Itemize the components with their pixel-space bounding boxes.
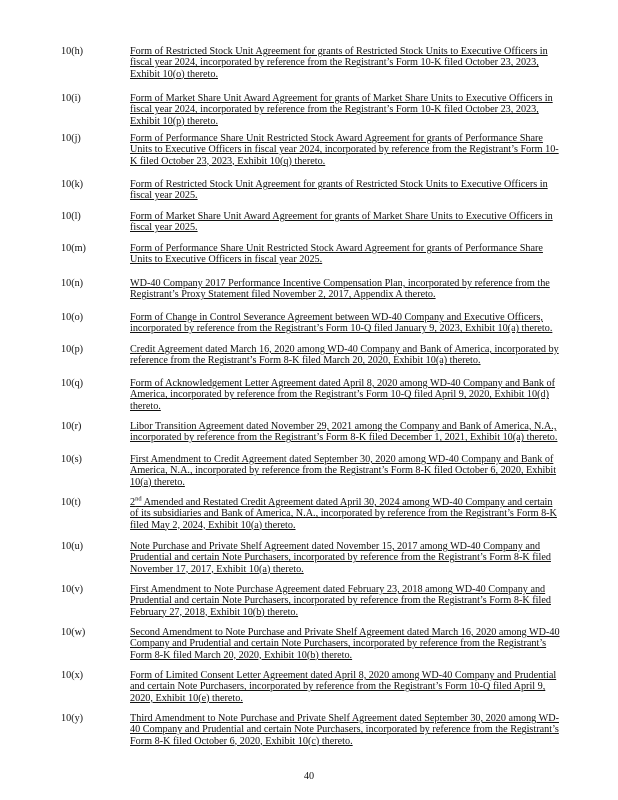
exhibit-number: 10(h) bbox=[61, 46, 84, 57]
page-number: 40 bbox=[303, 771, 315, 782]
exhibit-number: 10(n) bbox=[61, 278, 84, 289]
exhibit-number: 10(t) bbox=[61, 497, 81, 508]
ordinal-number: 2 bbox=[130, 497, 136, 508]
exhibit-link[interactable]: Form of Limited Consent Letter Agreement dated April 8, 2020 among WD-40 Company and Prudential and certain Note Purchasers, incorporated by reference from the Registrant’s Form 10-Q filed April 9, 2020, Exhibit 10(e) thereto. bbox=[130, 670, 557, 704]
exhibit-number: 10(w) bbox=[61, 627, 86, 638]
exhibit-link[interactable] bbox=[130, 497, 560, 531]
exhibit-link[interactable]: Form of Restricted Stock Unit Agreement for grants of Restricted Stock Units to Executive Officers in fiscal year 2025. bbox=[130, 179, 548, 202]
exhibit-link[interactable]: Second Amendment to Note Purchase and Private Shelf Agreement dated March 16, 2020 among WD-40 Company and Prudential and certain Note Purchasers, incorporated by reference from the Registrant’s Form 8-K filed March 20, 2020, Exhibit 10(b) thereto. bbox=[130, 627, 560, 661]
exhibit-link-text: Amended and Restated Credit Agreement dated April 30, 2024 among WD-40 Company and certain of its subsidiaries and Bank of America, N.A., incorporated by reference from the Registrant’s Form 8-K filed May 2, 2024, Exhibit 10(a) thereto. bbox=[130, 497, 557, 531]
exhibit-link[interactable]: Form of Restricted Stock Unit Agreement for grants of Restricted Stock Units to Executive Officers in fiscal year 2024, incorporated by reference from the Registrant’s Form 10-K filed October 23, 2023, Exhibit 10(o) thereto. bbox=[130, 46, 548, 80]
exhibit-number: 10(x) bbox=[61, 670, 84, 681]
exhibit-link[interactable]: Form of Performance Share Unit Restricted Stock Award Agreement for grants of Performance Share Units to Executive Officers in fiscal year 2025. bbox=[130, 243, 543, 266]
exhibit-number: 10(u) bbox=[61, 541, 84, 552]
exhibit-number: 10(y) bbox=[61, 713, 84, 724]
exhibit-link[interactable]: Form of Acknowledgement Letter Agreement dated April 8, 2020 among WD-40 Company and Bank of America, incorporated by reference from the Registrant’s Form 10-Q filed April 9, 2020, Exhibit 10(d) thereto. bbox=[130, 378, 556, 412]
exhibit-link[interactable]: Form of Change in Control Severance Agreement between WD-40 Company and Executive Officers, incorporated by reference from the Registrant’s Form 10-Q filed January 9, 2023, Exhibit 10(a) thereto. bbox=[130, 312, 553, 335]
exhibit-link[interactable]: Form of Market Share Unit Award Agreement for grants of Market Share Units to Executive Officers in fiscal year 2025. bbox=[130, 211, 553, 234]
exhibit-number: 10(s) bbox=[61, 454, 82, 465]
exhibit-number: 10(q) bbox=[61, 378, 84, 389]
exhibit-number: 10(m) bbox=[61, 243, 86, 254]
exhibit-link[interactable]: WD-40 Company 2017 Performance Incentive Compensation Plan, incorporated by reference from the Registrant’s Proxy Statement filed November 2, 2017, Appendix A thereto. bbox=[130, 278, 550, 301]
exhibit-link[interactable]: Libor Transition Agreement dated November 29, 2021 among the Company and Bank of America, N.A., incorporated by reference from the Registrant’s Form 8-K filed December 1, 2021, Exhibit 10(a) thereto. bbox=[130, 421, 558, 444]
exhibit-link[interactable]: Credit Agreement dated March 16, 2020 among WD-40 Company and Bank of America, incorporated by reference from the Registrant’s Form 8-K filed March 20, 2020, Exhibit 10(a) thereto. bbox=[130, 344, 559, 367]
exhibit-number: 10(r) bbox=[61, 421, 82, 432]
exhibit-number: 10(p) bbox=[61, 344, 84, 355]
exhibit-number: 10(j) bbox=[61, 133, 81, 144]
exhibit-number: 10(o) bbox=[61, 312, 84, 323]
exhibit-number: 10(l) bbox=[61, 211, 81, 222]
exhibit-link[interactable]: Note Purchase and Private Shelf Agreement dated November 15, 2017 among WD-40 Company and Prudential and certain Note Purchasers, incorporated by reference from the Registrant’s Form 8-K filed November 17, 2017, Exhibit 10(a) thereto. bbox=[130, 541, 551, 575]
exhibit-link[interactable]: Third Amendment to Note Purchase and Private Shelf Agreement dated September 30, 2020 among WD-40 Company and Prudential and certain Note Purchasers, incorporated by reference from the Registrant’s Form 8-K filed October 6, 2020, Exhibit 10(c) thereto. bbox=[130, 713, 559, 747]
exhibit-link[interactable]: First Amendment to Note Purchase Agreement dated February 23, 2018 among WD-40 Company and Prudential and certain Note Purchasers, incorporated by reference from the Registrant’s Form 8-K filed February 27, 2018, Exhibit 10(b) thereto. bbox=[130, 584, 551, 618]
exhibit-link[interactable]: First Amendment to Credit Agreement dated September 30, 2020 among WD-40 Company and Bank of America, N.A., incorporated by reference from the Registrant’s Form 8-K filed October 6, 2020, Exhibit 10(a) thereto. bbox=[130, 454, 557, 488]
exhibit-number: 10(i) bbox=[61, 93, 81, 104]
exhibit-link[interactable]: Form of Performance Share Unit Restricted Stock Award Agreement for grants of Performance Share Units to Executive Officers in fiscal year 2024, incorporated by reference from the Registrant’s Form 10-K filed October 23, 2023, Exhibit 10(q) thereto. bbox=[130, 133, 559, 167]
ordinal-suffix: nd bbox=[135, 495, 142, 503]
exhibit-link[interactable]: Form of Market Share Unit Award Agreement for grants of Market Share Units to Executive Officers in fiscal year 2024, incorporated by reference from the Registrant’s Form 10-K filed October 23, 2023, Exhibit 10(p) thereto. bbox=[130, 93, 553, 127]
exhibit-number: 10(v) bbox=[61, 584, 84, 595]
exhibit-number: 10(k) bbox=[61, 179, 84, 190]
